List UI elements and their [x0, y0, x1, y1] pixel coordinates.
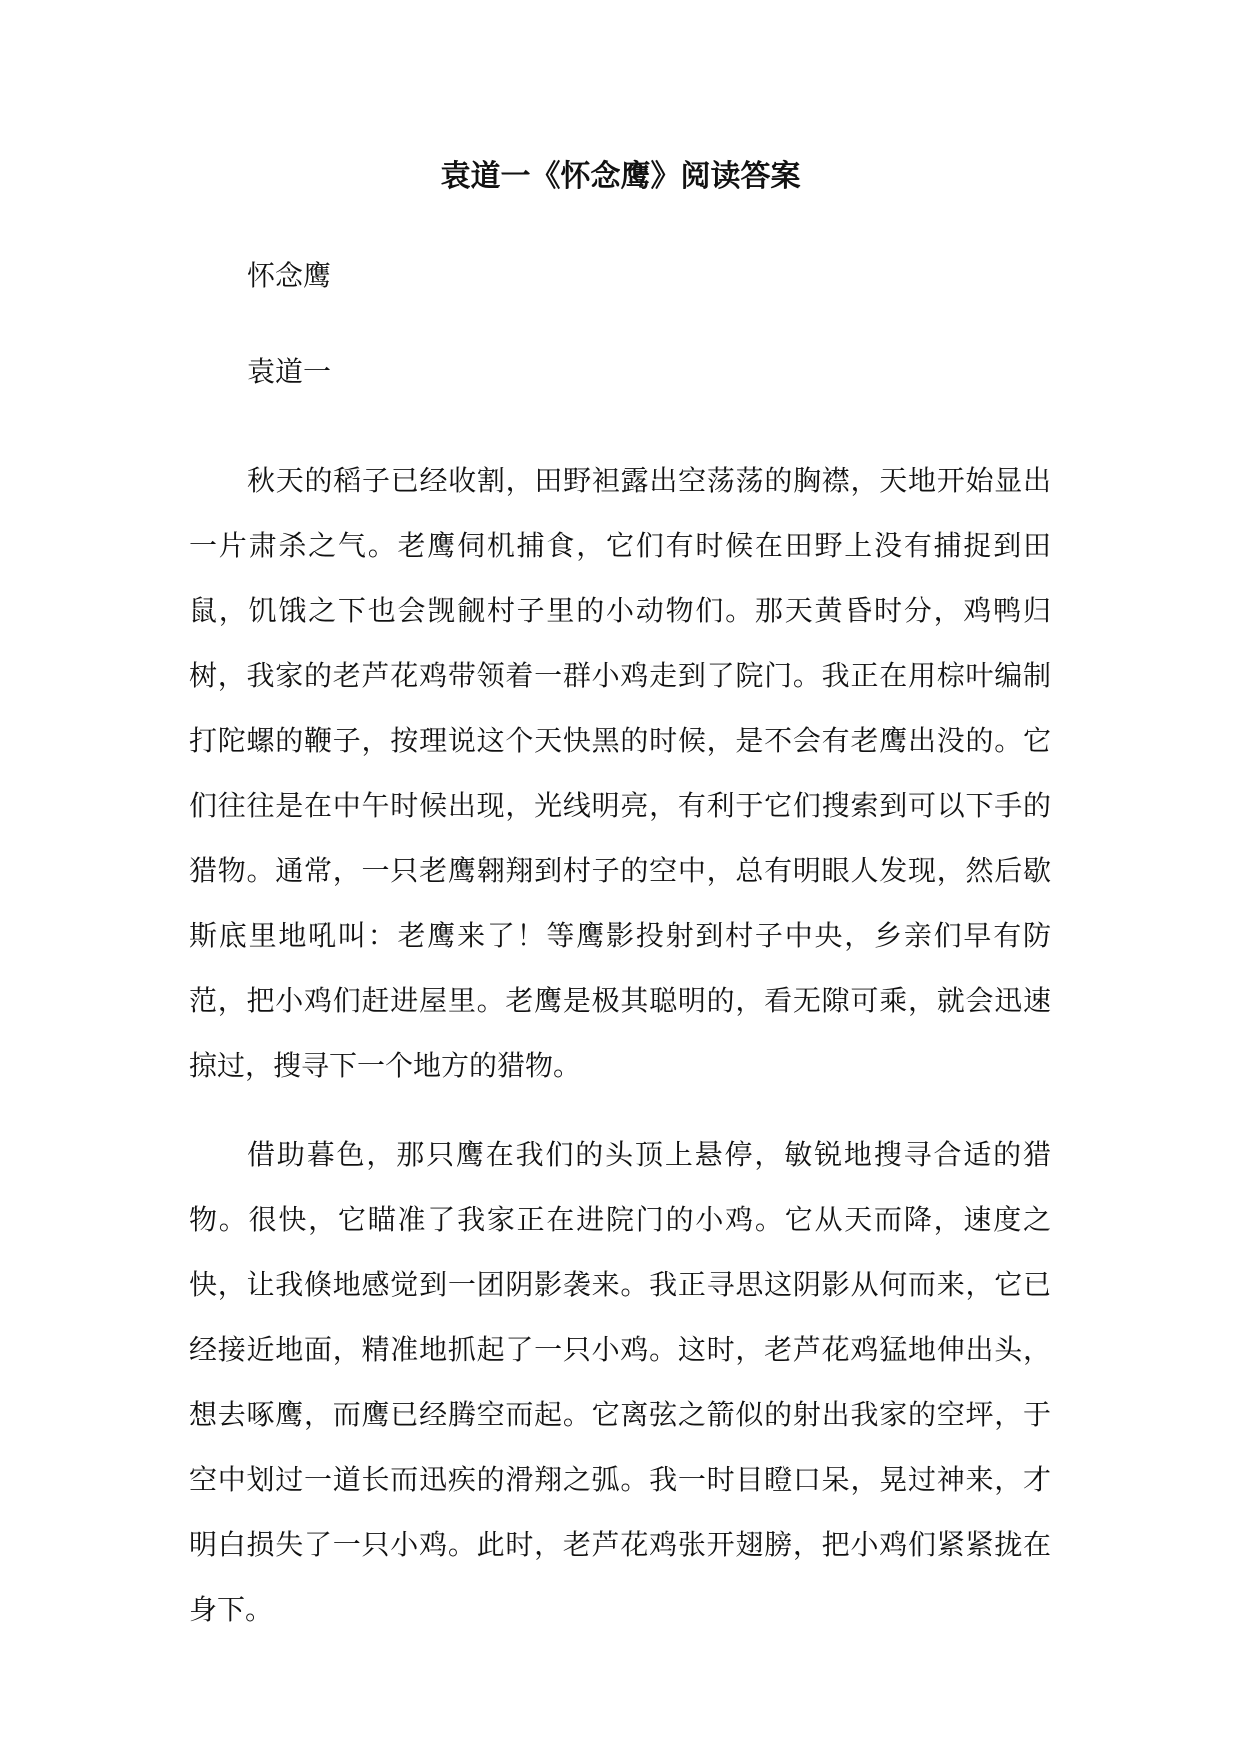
paragraph: 秋天的稻子已经收割，田野袒露出空荡荡的胸襟，天地开始显出一片肃杀之气。老鹰伺机捕食，它们有时候在田野上没有捕捉到田鼠，饥饿之下也会觊觎村子里的小动物们。那天黄昏时分，鸡鸭归树，我家的老芦花鸡带领着一群小鸡走到了院门。我正在用棕叶编制打陀螺的鞭子，按理说这个天快黑的时候，是不会有老鹰出没的。它们往往是在中午时候出现，光线明亮，有利于它们搜索到可以下手的猎物。通常，一只老鹰翱翔到村子的空中，总有明眼人发现，然后歇斯底里地吼叫：老鹰来了！等鹰影投射到村子中央，乡亲们早有防范，把小鸡们赶进屋里。老鹰是极其聪明的，看无隙可乘，就会迅速掠过，搜寻下一个地方的猎物。: [189, 464, 1051, 1082]
article-author: 袁道一: [247, 355, 332, 388]
document-title: 袁道一《怀念鹰》阅读答案: [440, 159, 801, 194]
article-title: 怀念鹰: [247, 259, 332, 292]
paragraph: 借助暮色，那只鹰在我们的头顶上悬停，敏锐地搜寻合适的猎物。很快，它瞄准了我家正在进院门的小鸡。它从天而降，速度之快，让我倏地感觉到一团阴影袭来。我正寻思这阴影从何而来，它已经接近地面，精准地抓起了一只小鸡。这时，老芦花鸡猛地伸出头，想去啄鹰，而鹰已经腾空而起。它离弦之箭似的射出我家的空坪，于空中划过一道长而迅疾的滑翔之弧。我一时目瞪口呆，晃过神来，才明白损失了一只小鸡。此时，老芦花鸡张开翅膀，把小鸡们紧紧拢在身下。: [189, 1138, 1051, 1626]
